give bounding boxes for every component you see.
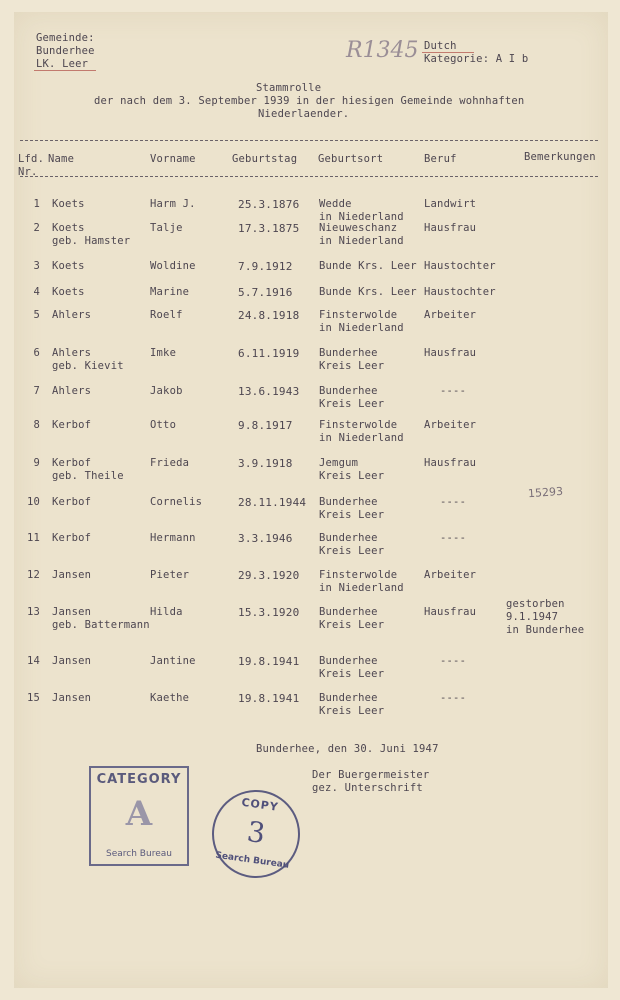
- row-geburtstag: 25.3.1876: [238, 198, 300, 211]
- row-beruf: Hausfrau: [424, 347, 477, 359]
- row-name: Koets: [52, 286, 85, 298]
- copy-stamp-title: COPY: [240, 795, 280, 814]
- row-geburtstag: 5.7.1916: [238, 286, 293, 299]
- municipality-name: Bunderhee: [36, 45, 95, 57]
- document-subtitle: der nach dem 3. September 1939 in der hiesigen Gemeinde wohnhaften: [94, 95, 525, 107]
- row-name-2: geb. Hamster: [52, 235, 131, 247]
- row-name: Kerbof: [52, 532, 92, 544]
- row-geburtsort-2: Kreis Leer: [319, 470, 385, 482]
- copy-stamp: [206, 784, 305, 883]
- row-nr: 15: [26, 692, 40, 704]
- row-geburtsort: Bunderhee: [319, 655, 378, 667]
- row-geburtsort: Bunderhee: [319, 385, 378, 397]
- row-name: Jansen: [52, 655, 92, 667]
- row-name: Ahlers: [52, 347, 92, 359]
- category-stamp-bottom: Search Bureau: [106, 849, 172, 859]
- row-geburtsort: Bunderhee: [319, 692, 378, 704]
- category-label: Kategorie: A I b: [424, 53, 529, 65]
- row-beruf: ----: [440, 532, 467, 544]
- row-name: Jansen: [52, 606, 92, 618]
- municipality-label: Gemeinde:: [36, 32, 95, 44]
- row-nr: 7: [33, 385, 40, 397]
- row-vorname: Jantine: [150, 655, 196, 667]
- row-name: Ahlers: [52, 385, 92, 397]
- row-nr: 11: [26, 532, 40, 544]
- row-vorname: Marine: [150, 286, 190, 298]
- col-header-vorname: Vorname: [150, 153, 196, 165]
- row-bemerkung-3: in Bunderhee: [506, 624, 585, 636]
- row-nr: 10: [26, 496, 40, 508]
- category-stamp-mark: A: [125, 794, 153, 834]
- row-nr: 13: [26, 606, 40, 618]
- row-nr: 14: [26, 655, 40, 667]
- col-header-bemerkungen: Bemerkungen: [524, 151, 596, 163]
- district-name: LK. Leer: [36, 58, 89, 70]
- row-beruf: ----: [440, 655, 467, 667]
- row-geburtstag: 19.8.1941: [238, 692, 300, 705]
- handwritten-margin-note: 15293: [527, 484, 564, 501]
- row-beruf: Hausfrau: [424, 606, 477, 618]
- col-header-nr-2: Nr.: [18, 166, 38, 178]
- row-name-2: geb. Battermann: [52, 619, 150, 631]
- row-geburtsort-2: Kreis Leer: [319, 545, 385, 557]
- row-vorname: Otto: [150, 419, 177, 431]
- row-geburtsort: Bunderhee: [319, 606, 378, 618]
- district-underline: [34, 70, 96, 71]
- nationality-label: Dutch: [424, 40, 457, 52]
- row-geburtsort: Finsterwolde: [319, 309, 398, 321]
- row-nr: 9: [33, 457, 40, 469]
- row-geburtsort: Bunderhee: [319, 532, 378, 544]
- row-name: Kerbof: [52, 496, 92, 508]
- row-name: Ahlers: [52, 309, 92, 321]
- row-beruf: Haustochter: [424, 260, 496, 272]
- row-geburtstag: 15.3.1920: [238, 606, 300, 619]
- row-geburtsort-2: Kreis Leer: [319, 398, 385, 410]
- row-vorname: Woldine: [150, 260, 196, 272]
- place-date: Bunderhee, den 30. Juni 1947: [256, 743, 439, 755]
- col-header-beruf: Beruf: [424, 153, 457, 165]
- row-geburtstag: 24.8.1918: [238, 309, 300, 322]
- row-name: Koets: [52, 222, 85, 234]
- row-beruf: ----: [440, 385, 467, 397]
- row-vorname: Hilda: [150, 606, 183, 618]
- row-vorname: Kaethe: [150, 692, 190, 704]
- row-geburtsort: Nieuweschanz: [319, 222, 398, 234]
- row-beruf: Hausfrau: [424, 222, 477, 234]
- row-beruf: Haustochter: [424, 286, 496, 298]
- row-vorname: Imke: [150, 347, 177, 359]
- signature-note: gez. Unterschrift: [312, 782, 423, 794]
- row-bemerkung-2: 9.1.1947: [506, 611, 559, 623]
- row-beruf: Hausfrau: [424, 457, 477, 469]
- row-name: Jansen: [52, 692, 92, 704]
- row-name-2: geb. Kievit: [52, 360, 124, 372]
- row-geburtsort-2: in Niederland: [319, 235, 404, 247]
- row-vorname: Jakob: [150, 385, 183, 397]
- row-beruf: Arbeiter: [424, 419, 477, 431]
- row-geburtsort-2: Kreis Leer: [319, 619, 385, 631]
- col-header-geburtstag: Geburtstag: [232, 153, 298, 165]
- row-geburtstag: 17.3.1875: [238, 222, 300, 235]
- row-nr: 12: [26, 569, 40, 581]
- row-geburtsort-2: Kreis Leer: [319, 668, 385, 680]
- row-geburtstag: 29.3.1920: [238, 569, 300, 582]
- row-geburtstag: 19.8.1941: [238, 655, 300, 668]
- col-header-nr: Lfd.: [18, 153, 45, 165]
- row-vorname: Roelf: [150, 309, 183, 321]
- row-vorname: Harm J.: [150, 198, 196, 210]
- row-geburtstag: 3.3.1946: [238, 532, 293, 545]
- row-vorname: Hermann: [150, 532, 196, 544]
- row-nr: 6: [33, 347, 40, 359]
- row-geburtsort: Bunde Krs. Leer: [319, 260, 417, 272]
- row-name-2: geb. Theile: [52, 470, 124, 482]
- row-nr: 1: [33, 198, 40, 210]
- row-geburtstag: 3.9.1918: [238, 457, 293, 470]
- handwritten-reference: R1345: [346, 38, 419, 63]
- row-geburtsort-2: in Niederland: [319, 432, 404, 444]
- row-beruf: Arbeiter: [424, 569, 477, 581]
- copy-stamp-bottom: Search Bureau: [214, 850, 290, 871]
- col-header-geburtsort: Geburtsort: [318, 153, 384, 165]
- row-geburtsort: Bunde Krs. Leer: [319, 286, 417, 298]
- row-geburtstag: 7.9.1912: [238, 260, 293, 273]
- row-beruf: ----: [440, 496, 467, 508]
- row-vorname: Frieda: [150, 457, 190, 469]
- row-vorname: Talje: [150, 222, 183, 234]
- row-name: Jansen: [52, 569, 92, 581]
- row-vorname: Pieter: [150, 569, 190, 581]
- row-nr: 4: [33, 286, 40, 298]
- row-geburtsort: Jemgum: [319, 457, 359, 469]
- row-geburtsort: Finsterwolde: [319, 419, 398, 431]
- row-beruf: ----: [440, 692, 467, 704]
- row-geburtstag: 28.11.1944: [238, 496, 307, 509]
- row-name: Koets: [52, 260, 85, 272]
- row-geburtstag: 6.11.1919: [238, 347, 300, 360]
- row-name: Koets: [52, 198, 85, 210]
- document-title: Stammrolle: [256, 82, 322, 94]
- row-geburtstag: 9.8.1917: [238, 419, 293, 432]
- row-beruf: Landwirt: [424, 198, 477, 210]
- row-bemerkung: gestorben: [506, 598, 565, 610]
- document-subtitle-2: Niederlaender.: [258, 108, 350, 120]
- row-geburtsort-2: in Niederland: [319, 582, 404, 594]
- row-name: Kerbof: [52, 419, 92, 431]
- row-geburtsort-2: Kreis Leer: [319, 360, 385, 372]
- row-geburtsort: Bunderhee: [319, 347, 378, 359]
- row-vorname: Cornelis: [150, 496, 203, 508]
- row-nr: 5: [33, 309, 40, 321]
- row-geburtsort: Bunderhee: [319, 496, 378, 508]
- document-sheet: [14, 12, 608, 988]
- row-name: Kerbof: [52, 457, 92, 469]
- signer-title: Der Buergermeister: [312, 769, 430, 781]
- row-geburtsort: Wedde: [319, 198, 352, 210]
- row-geburtsort-2: Kreis Leer: [319, 705, 385, 717]
- copy-stamp-number: 3: [245, 814, 268, 851]
- row-beruf: Arbeiter: [424, 309, 477, 321]
- row-geburtsort-2: Kreis Leer: [319, 509, 385, 521]
- row-nr: 8: [33, 419, 40, 431]
- col-header-name: Name: [48, 153, 75, 165]
- header-rule-top: [20, 140, 598, 141]
- category-stamp: [89, 766, 189, 866]
- category-stamp-title: CATEGORY: [96, 772, 182, 787]
- row-geburtstag: 13.6.1943: [238, 385, 300, 398]
- row-nr: 3: [33, 260, 40, 272]
- row-nr: 2: [33, 222, 40, 234]
- row-geburtsort: Finsterwolde: [319, 569, 398, 581]
- header-rule-bottom: [20, 176, 598, 177]
- row-geburtsort-2: in Niederland: [319, 322, 404, 334]
- row-geburtsort-2: in Niederland: [319, 211, 404, 223]
